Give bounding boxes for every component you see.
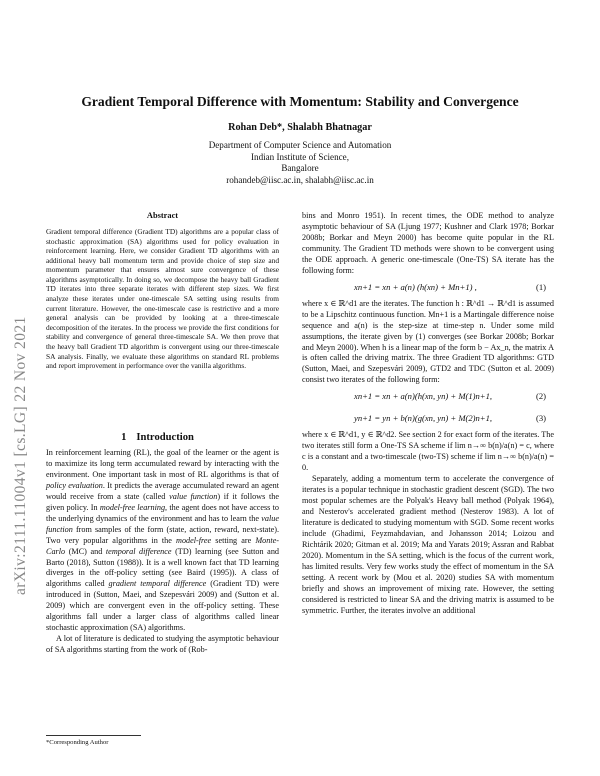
affiliation-dept: Department of Computer Science and Automation — [208, 140, 392, 150]
affiliation-institute: Indian Institute of Science, — [251, 151, 349, 162]
section-number: 1 — [121, 432, 127, 443]
right-paragraph-1: bins and Monro 1951). In recent times, the ODE method to analyze asymptotic behaviour of SA (Ljung 1977; Kushner and Clark 1978; Borkar 2008b; Borkar and Meyn 2000) has become quite popular in the RL community. The Gradient TD methods were shown to be convergent using the ODE approach. A generic one-timescale (One-TS) SA iterate has the following form: — [302, 211, 554, 275]
abstract-text: Gradient temporal difference (Gradient TD) algorithms are a popular class of stochastic approximation (SA) algorithms used for policy evaluation in reinforcement learning. Here, we consider Gradient TD algorithms with an additional heavy ball momentum term and provide choice of step size and momentum parameter that ensures almost sure convergence of these algorithms asymptotically. In doing so, we decompose the heavy ball Gradient TD iterates into three separate iterates with different step sizes. We first analyze these iterates under one-timescale SA setting using results from current literature. However, the one-timescale case is restrictive and a more general analysis can be provided by looking at a three-timescale decomposition of the iterates. In the process we provide the first conditions for stability and convergence of general three-timescale SA. We then prove that the heavy ball Gradient TD algorithm is convergent using our three-timescale SA analysis. Finally, we evaluate these algorithms on standard RL problems and report improvement in performance over the vanilla algorithms. — [46, 227, 279, 371]
equation-2 — [302, 386, 554, 408]
equation-1 — [302, 277, 554, 299]
equation-3-body: yn+1 = yn + b(n)(g(xn, yn) + M(2)n+1, — [354, 413, 493, 424]
equation-1-number: (1) — [535, 281, 546, 292]
equation-2-body: xn+1 = xn + a(n)(h(xn, yn) + M(1)n+1, — [354, 391, 493, 402]
equation-3-number: (3) — [535, 413, 546, 424]
affiliation-block — [40, 140, 560, 186]
right-paragraph-2: where x ∈ ℝ^d1 are the iterates. The function h : ℝ^d1 → ℝ^d1 is assumed to be a Lipschitz continuous function. Mn+1 is a Martingale difference noise sequence and a(n) is the step-size at time-step n. Under some mild assumptions, the iterate given by (1) converges (see Borkar 2008b; Borkar and Meyn 2000). When h is a linear map of the form b − Ax_n, the matrix A is often called the driving matrix. The three Gradient TD algorithms: GTD (Sutton, Maei, and Szepesvári 2009), GTD2 and TDC (Sutton et al. 2009) consist two iterates of the following form: — [302, 298, 554, 385]
equation-1-body: xn+1 = xn + a(n) (h(xn) + Mn+1) , — [354, 281, 477, 292]
section-heading-introduction — [46, 432, 279, 443]
footnote: *Corresponding Author — [46, 739, 109, 746]
equation-3 — [302, 408, 554, 430]
introduction-body — [46, 448, 279, 656]
equation-2-number: (2) — [535, 391, 546, 402]
right-column — [302, 211, 554, 617]
right-paragraph-3: where x ∈ ℝ^d1, y ∈ ℝ^d2. See section 2 for exact form of the iterates. The two iterates still form a One-TS SA scheme if lim n→∞ b(n)/a(n) = c, where c is a constant and a two-timescale (two-TS) scheme if lim n→∞ b(n)/a(n) = 0. — [302, 430, 554, 473]
paper-title: Gradient Temporal Difference with Momentum: Stability and Convergence — [81, 94, 519, 109]
intro-paragraph-2: A lot of literature is dedicated to studying the asymptotic behaviour of SA algorithms starting from the work of (Rob- — [46, 634, 279, 655]
affiliation-city: Bangalore — [281, 163, 319, 174]
right-paragraph-4: Separately, adding a momentum term to accelerate the convergence of iterates is a popular technique in stochastic gradient descent (SGD). The two most popular schemes are the Polyak's Heavy ball method (Polyak 1964), and Nesterov's accelerated gradient method (Nesterov 1983). A lot of literature is dedicated to studying momentum with SGD. Some recent works include (Ghadimi, Feyzmahdavian, and Johansson 2014; Loizou and Richtárik 2020; Gitman et al. 2019; Ma and Yarats 2019; Assran and Rabbat 2020). Momentum in the SA setting, which is the focus of the current work, has limited results. Very few works study the effect of momentum in the SA setting. A recent work by (Mou et al. 2020) studies SA with momentum briefly and shows an improvement of mixing rate. However, the setting considered is restricted to linear SA and the driving matrix is assumed to be symmetric. Further, the iterates involve an additional — [302, 474, 554, 615]
abstract-heading: Abstract — [146, 211, 179, 220]
paper-authors: Rohan Deb*, Shalabh Bhatnagar — [228, 122, 372, 133]
intro-paragraph-1: In reinforcement learning (RL), the goal of the learner or the agent is to maximize its long term accumulated reward by interacting with the environment. One important task in most of RL algorithms is that of policy evaluation. It predicts the average accumulated reward an agent would receive from a state (called value function) if it follows the given policy. In model-free learning, the agent does not have access to the underlying dynamics of the environment and has to learn the value function from samples of the form (state, action, reward, next-state). Two very popular algorithms in the model-free setting are Monte-Carlo (MC) and temporal difference (TD) learning (see Sutton and Barto (2018), Sutton (1988)). It is a well known fact that TD learning diverges in the off-policy setting (see Baird (1995)). A class of algorithms called gradient temporal difference (Gradient TD) were introduced in (Sutton, Maei, and Szepesvári 2009) and (Sutton et al. 2009) which are convergent even in the off-policy setting. These algorithms fall under a larger class of algorithms called linear stochastic approximation (SA) algorithms. — [46, 448, 280, 633]
section-title: Introduction — [136, 432, 194, 443]
footnote-rule — [46, 735, 141, 736]
arxiv-stamp-text: arXiv:2111.11004v1 [cs.LG] 22 Nov 2021 — [12, 316, 29, 595]
arxiv-stamp — [4, 200, 34, 600]
affiliation-email: rohandeb@iisc.ac.in, shalabh@iisc.ac.in — [226, 174, 374, 185]
